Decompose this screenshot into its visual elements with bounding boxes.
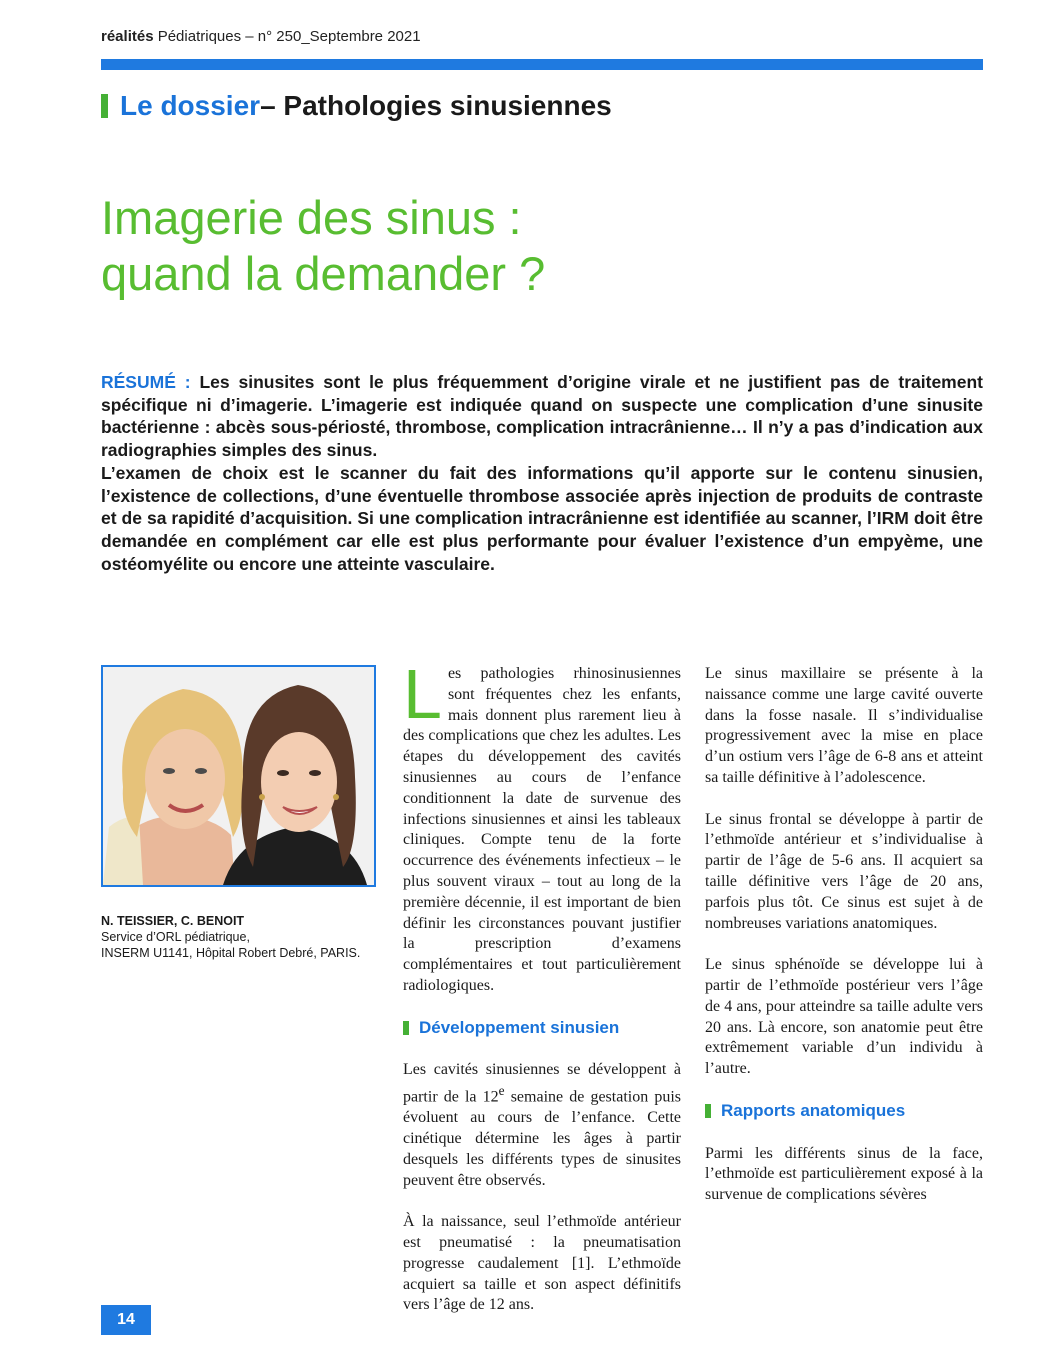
abstract-paragraph-1 (101, 371, 983, 462)
body-column-1 (403, 655, 682, 1337)
article-title (101, 190, 545, 302)
author-block (101, 913, 360, 961)
subheading-marker (403, 1021, 409, 1035)
abstract (101, 371, 983, 575)
body-column-2 (705, 664, 983, 1227)
authors-photo (101, 665, 376, 887)
journal-issue: Pédiatriques – n° 250_Septembre 2021 (153, 28, 421, 45)
subheading-development-text: Développement sinusien (419, 1017, 620, 1037)
paragraph-development (403, 1060, 681, 1191)
subheading-marker (705, 1104, 711, 1118)
journal-brand: réalités (101, 28, 154, 45)
section-label: Le dossier (120, 90, 261, 121)
section-topic: – Pathologies sinusiennes (260, 90, 612, 121)
section-heading (101, 90, 612, 122)
author-affiliation-1: Service d’ORL pédiatrique, (101, 930, 250, 944)
intro-text: es pathologies rhinosinusiennes sont fréquentes chez les enfants, mais donnent plus rarement lieu à des complications que chez les adultes. Les étapes du développement des cavités sinusiennes au cours de l’enfance conditionnent la date de survenue des infections sinusiennes et ainsi les tableaux cliniques. Compte tenu de la forte occurrence des événements infectieux – le plus souvent viraux – tout au long de la première décennie, il est important de bien définir les circonstances pouvant justifier la prescription d’examens complémentaires et tout particulièrement radiologiques. (403, 665, 681, 994)
abstract-paragraph-2: L’examen de choix est le scanner du fait des informations qu’il apporte sur le contenu sinusien, l’existence de collections, d’une éventuelle thrombose associée après injection de produits de contraste et de sa rapidité d’acquisition. Si une complication intracrânienne est identifiée au scanner, l’IRM doit être demandée en complément car elle est plus performante pour évaluer l’existence d’un empyème, une ostéomyélite ou encore une atteinte vasculaire. (101, 462, 983, 574)
title-line-2: quand la demander ? (101, 247, 546, 300)
drop-cap: L (403, 655, 442, 733)
paragraph-development-b: semaine de gestation puis évoluent au cours de l’enfance. Cette cinétique détermine les âges à partir desquels les différents types de sinusites peuvent être observés. (403, 1088, 682, 1189)
paragraph-frontal: Le sinus frontal se développe à partir de l’ethmoïde antérieur et s’individualise à partir de l’âge de 5-6 ans. Il acquiert sa taille définitive vers l’âge de 20 ans, parfois plus tôt. Ce sinus est sujet à de nombreuses variations anatomiques. (705, 810, 983, 932)
header-rule (101, 59, 983, 70)
journal-header (101, 28, 421, 45)
paragraph-ethmoid: À la naissance, seul l’ethmoïde antérieur est pneumatisé : la pneumatisation progresse caudalement [1]. L’ethmoïde acquiert sa taille et son aspect définitifs vers l’âge de 12 ans. (403, 1213, 681, 1314)
page-number: 14 (101, 1305, 151, 1335)
section-marker (101, 94, 108, 118)
paragraph-maxillary: Le sinus maxillaire se présente à la naissance comme une large cavité ouverte dans la fosse nasale. Il s’individualise progressivement avec la mise en place d’un ostium vers l’âge de 6-8 ans et atteint sa taille définitive à l’adolescence. (705, 665, 983, 786)
subheading-anatomy-text: Rapports anatomiques (721, 1100, 906, 1120)
abstract-text-1: Les sinusites sont le plus fréquemment d’origine virale et ne justifient pas de traitement spécifique ni d’imagerie. L’imagerie est indiquée quand on suspecte une complication d’une sinusite bactérienne : abcès sous-périosté, thrombose, complication intracrânienne… Il n’y a pas d’indication aux radiographies simples des sinus. (101, 372, 983, 461)
subheading-development (403, 1018, 681, 1039)
title-line-1: Imagerie des sinus : (101, 191, 522, 244)
paragraph-development-a: Les cavités sinusiennes se développent à partir de la 12 (403, 1061, 681, 1106)
intro-paragraph (403, 655, 681, 997)
abstract-label: RÉSUMÉ : (101, 372, 200, 392)
author-affiliation-2: INSERM U1141, Hôpital Robert Debré, PARIS. (101, 946, 361, 960)
paragraph-anatomy: Parmi les différents sinus de la face, l’ethmoïde est particulièrement exposé à la survenue de complications sévères (705, 1144, 983, 1204)
authors-photo-illustration (103, 667, 374, 885)
paragraph-sphenoid: Le sinus sphénoïde se développe lui à partir de l’ethmoïde postérieur vers l’âge de 4 ans, pour atteindre sa taille adulte vers 20 ans. Là encore, son anatomie peut être extrêmement variable d’un individu à l’autre. (705, 956, 983, 1078)
author-names: N. TEISSIER, C. BENOIT (101, 914, 245, 928)
subheading-anatomy (705, 1101, 983, 1122)
superscript-e: e (498, 1083, 505, 1099)
